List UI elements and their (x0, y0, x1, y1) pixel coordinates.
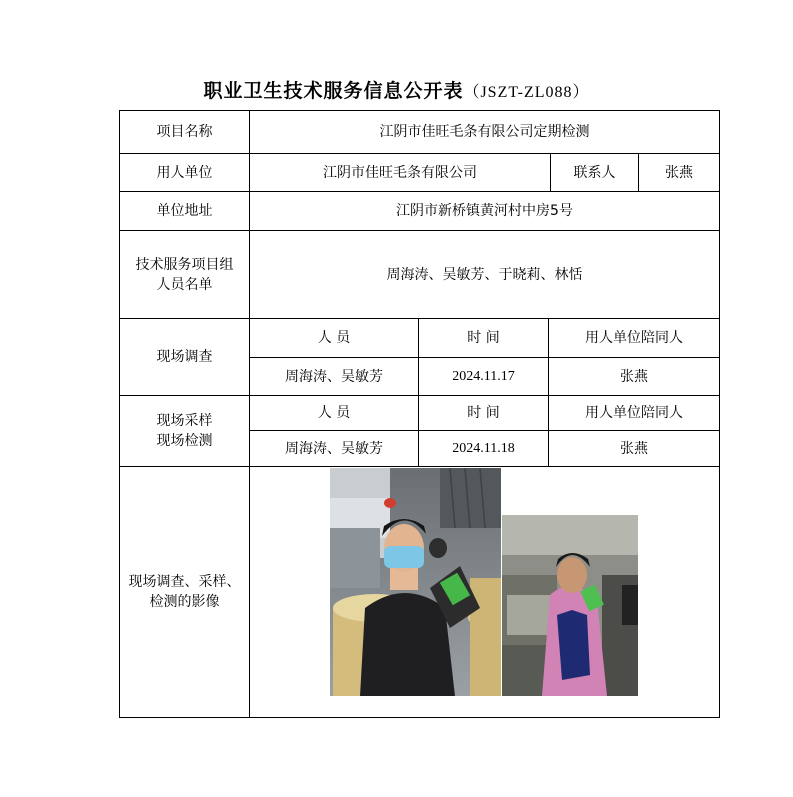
survey-escort: 张燕 (620, 368, 648, 385)
title-text: 职业卫生技术服务信息公开表 (203, 80, 464, 102)
info-table (119, 110, 720, 718)
contact-label: 联系人 (573, 164, 616, 181)
page-title (0, 76, 793, 103)
team-label (120, 231, 249, 318)
employer-label: 用人单位 (156, 164, 213, 181)
site-photo-2-image (502, 515, 638, 696)
survey-header-time: 时 间 (467, 330, 500, 346)
site-photo-1 (330, 468, 501, 696)
sampling-time: 2024.11.18 (452, 440, 515, 456)
employer-value: 江阴市佳旺毛条有限公司 (323, 164, 477, 181)
sampling-header-people: 人 员 (317, 405, 351, 421)
sampling-label-line2: 现场检测 (156, 433, 213, 449)
sampling-escort: 张燕 (620, 440, 648, 457)
survey-header-escort: 用人单位陪同人 (585, 330, 683, 346)
address-label: 单位地址 (156, 203, 213, 219)
team-label-line1: 技术服务项目组 (135, 256, 234, 273)
team-value: 周海涛、吴敏芳、于晓莉、林恬 (386, 266, 583, 283)
images-label (120, 467, 249, 717)
survey-people: 周海涛、吴敏芳 (285, 368, 383, 385)
sampling-header-time: 时 间 (467, 405, 500, 421)
team-label-line2: 人员名单 (156, 276, 213, 293)
sampling-label-line1: 现场采样 (156, 413, 213, 429)
images-label-line2: 检测的影像 (149, 594, 220, 610)
sampling-header-escort: 用人单位陪同人 (585, 405, 683, 421)
sampling-label (120, 396, 249, 466)
project-name-label: 项目名称 (156, 124, 213, 140)
sampling-people: 周海涛、吴敏芳 (285, 440, 383, 457)
contact-value: 张燕 (665, 164, 693, 181)
site-photo-2 (502, 515, 638, 696)
address-value: 江阴市新桥镇黄河村中房5号 (396, 203, 573, 219)
site-photo-1-image (330, 468, 501, 696)
title-code: （JSZT-ZL088） (463, 84, 590, 101)
survey-header-people: 人 员 (317, 330, 351, 346)
survey-time: 2024.11.17 (452, 368, 515, 384)
images-label-line1: 现场调查、采样、 (128, 574, 241, 590)
survey-label: 现场调查 (156, 349, 213, 365)
project-name-value: 江阴市佳旺毛条有限公司定期检测 (379, 124, 590, 140)
